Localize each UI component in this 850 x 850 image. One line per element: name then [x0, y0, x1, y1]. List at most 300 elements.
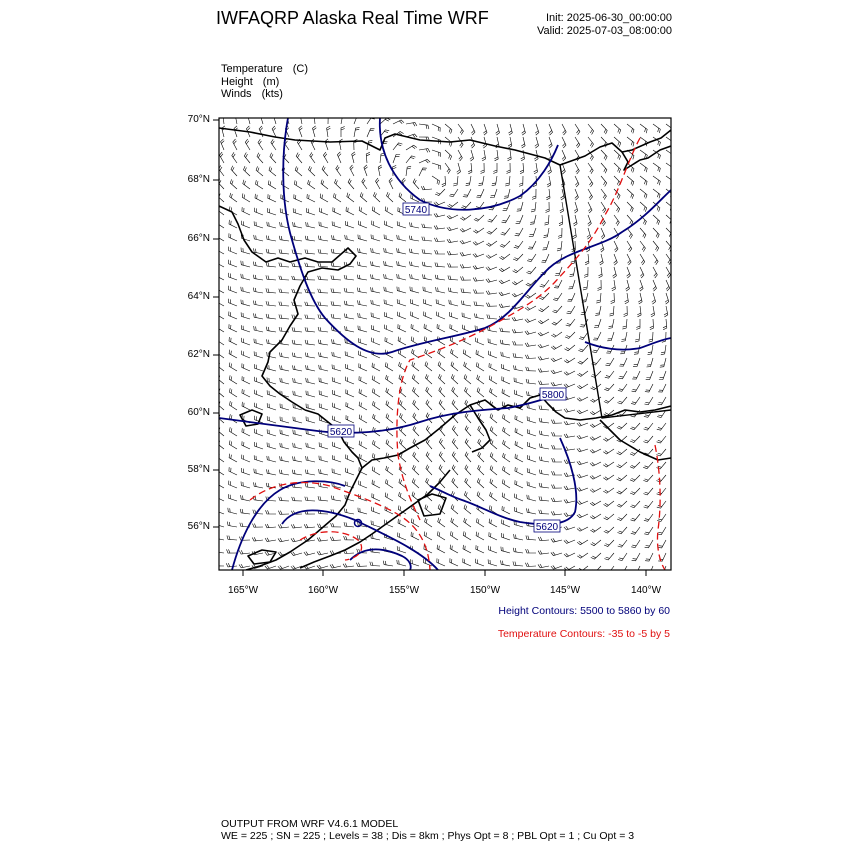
wind-barb — [217, 440, 224, 449]
wind-barb — [437, 312, 445, 319]
wind-barb — [253, 524, 264, 528]
wind-barb — [255, 377, 264, 384]
wind-barb — [244, 166, 251, 176]
wind-barb — [399, 400, 406, 410]
wind-barb — [502, 389, 510, 397]
wind-barb — [426, 452, 432, 462]
wind-barb — [551, 498, 562, 502]
wind-barb — [553, 293, 562, 301]
wind-barb — [605, 371, 614, 378]
wind-barb — [476, 350, 484, 358]
wind-barb — [333, 416, 341, 423]
wind-barb — [307, 194, 315, 202]
wind-barb — [445, 124, 452, 134]
wind-barb — [434, 202, 445, 206]
wind-barb — [621, 332, 627, 342]
wind-barb — [513, 341, 523, 345]
wind-barb — [268, 180, 276, 189]
wind-barb — [458, 150, 462, 161]
wind-barb — [538, 381, 549, 385]
wind-barb — [265, 538, 276, 542]
wind-barb — [293, 391, 302, 397]
wind-barb — [306, 391, 315, 397]
wind-barb — [241, 325, 250, 332]
wind-barb — [332, 221, 341, 228]
wind-barb — [256, 166, 263, 176]
wind-barb — [493, 163, 497, 174]
wind-barb — [517, 202, 523, 211]
wind-barb — [348, 179, 354, 189]
wind-barb — [372, 376, 380, 385]
wind-barb — [551, 382, 562, 386]
wind-barb — [239, 550, 250, 554]
wind-barb — [267, 208, 276, 215]
wind-barb — [386, 388, 393, 397]
wind-barb — [266, 249, 276, 254]
height-contour-west — [283, 118, 671, 354]
wind-barb — [573, 228, 577, 239]
wind-barb — [461, 276, 472, 280]
wind-barb — [241, 312, 250, 319]
wind-barb — [551, 345, 562, 349]
wind-barb — [496, 124, 500, 135]
wind-barb — [432, 124, 440, 132]
wind-barb — [551, 538, 562, 542]
wind-barb — [331, 496, 341, 501]
wind-barb — [319, 352, 329, 358]
wind-barb — [657, 514, 666, 521]
wind-barb — [280, 378, 289, 384]
wind-barb — [318, 276, 328, 280]
wind-barb — [526, 536, 536, 541]
wind-barb — [295, 166, 302, 176]
wind-barb — [588, 137, 594, 148]
wind-barb — [590, 475, 601, 479]
wind-barb — [603, 475, 614, 480]
wind-barb — [406, 156, 415, 163]
wind-barb — [271, 139, 276, 150]
wind-barb — [460, 228, 471, 232]
wind-barb — [458, 124, 463, 135]
wind-barb — [413, 387, 420, 397]
wind-barb — [526, 267, 536, 274]
wind-barb — [464, 362, 471, 371]
wind-barb — [385, 362, 393, 371]
wind-barb — [640, 124, 647, 133]
wind-barb — [526, 549, 536, 553]
wind-barb — [513, 254, 523, 261]
wind-barb — [601, 176, 607, 187]
wind-barb — [372, 493, 380, 501]
wind-barb — [371, 274, 381, 280]
wind-barb — [254, 313, 264, 319]
wind-barb — [666, 163, 673, 172]
wind-barb — [216, 285, 224, 293]
wind-barb — [266, 301, 276, 306]
wind-barb — [410, 559, 419, 566]
wind-barb — [445, 163, 450, 174]
wind-barb — [306, 378, 315, 384]
wind-barb — [345, 235, 354, 241]
wind-barb — [242, 207, 250, 215]
wind-barb — [442, 176, 446, 187]
wind-barb — [385, 337, 393, 345]
wind-barb — [519, 176, 523, 186]
wind-barb — [216, 480, 224, 488]
wind-barb — [434, 213, 445, 217]
wind-barb — [575, 137, 580, 148]
wind-barb — [227, 536, 237, 541]
wind-barb — [292, 353, 302, 358]
wind-barb — [413, 465, 420, 475]
wind-barb — [411, 312, 419, 320]
wind-barb — [500, 340, 510, 345]
wind-barb — [514, 390, 523, 397]
wind-barb — [604, 540, 614, 547]
wind-barb — [217, 375, 224, 385]
wind-barb — [539, 293, 549, 300]
wind-barb — [296, 153, 302, 163]
wind-barb — [558, 228, 562, 238]
field-winds: Winds (kts) — [221, 88, 283, 100]
wind-barb — [241, 468, 250, 475]
wind-barb — [489, 532, 497, 540]
wind-barb — [643, 488, 653, 495]
wind-barb — [384, 248, 393, 254]
wind-barb — [372, 206, 380, 215]
wind-barb — [398, 337, 406, 345]
wind-barb — [386, 401, 393, 410]
wind-barb — [279, 263, 289, 267]
wind-barb — [530, 215, 536, 224]
wind-barb — [445, 150, 452, 160]
wind-barb — [243, 180, 250, 189]
wind-barb — [320, 208, 328, 215]
wind-barb — [386, 414, 393, 424]
wind-barb — [216, 311, 224, 320]
wind-barb — [552, 471, 563, 475]
wind-barb — [460, 264, 471, 268]
wind-barb — [241, 261, 250, 267]
wind-barb — [393, 120, 404, 124]
wind-barb — [486, 279, 497, 283]
wind-barb — [579, 332, 588, 339]
wind-barb — [501, 228, 510, 235]
wind-barb — [626, 280, 630, 291]
wind-barb — [659, 371, 666, 380]
wind-barb — [539, 405, 549, 410]
wind-barb — [424, 324, 432, 332]
wind-barb — [410, 274, 419, 280]
wind-barb — [601, 163, 607, 173]
wind-barb — [509, 124, 513, 135]
wind-barb — [252, 537, 263, 541]
wind-barb — [631, 527, 640, 534]
wind-barb — [539, 306, 550, 312]
wind-barb — [503, 453, 510, 462]
wind-barb — [463, 545, 471, 553]
wind-barb — [229, 273, 238, 280]
wind-barb — [564, 358, 575, 363]
wind-barb — [450, 324, 458, 332]
wind-barb — [423, 274, 433, 280]
wind-barb — [661, 345, 666, 355]
wind-barb — [476, 189, 484, 197]
wind-barb — [412, 374, 419, 384]
wind-barb — [398, 533, 406, 541]
wind-barb — [551, 552, 562, 556]
wind-barb — [229, 350, 237, 358]
wind-barb — [547, 176, 551, 187]
wind-barb — [339, 139, 343, 150]
wind-barb — [267, 443, 276, 450]
wind-barb — [564, 409, 575, 413]
wind-barb — [528, 241, 536, 249]
wind-barb — [640, 254, 645, 265]
wind-barb — [310, 152, 315, 163]
wind-barb — [575, 124, 580, 135]
wind-barb — [598, 280, 602, 291]
wind-barb — [267, 352, 276, 358]
wind-barb — [374, 192, 381, 202]
wind-barb — [450, 531, 458, 540]
wind-barb — [397, 299, 406, 306]
wind-barb — [373, 401, 381, 410]
wind-barb — [664, 306, 668, 317]
wind-barb — [590, 436, 601, 440]
wind-barb — [386, 427, 393, 437]
wind-barb — [266, 262, 276, 267]
wind-barb — [646, 371, 653, 379]
wind-barb — [624, 306, 628, 317]
wind-barb — [501, 352, 510, 358]
wind-barb — [432, 150, 441, 157]
wind-barb — [656, 475, 666, 482]
wind-barb — [619, 371, 628, 379]
wind-barb — [489, 351, 497, 358]
wind-barb — [471, 124, 475, 135]
lon-label-140: 140°W — [630, 585, 662, 596]
wind-barb — [551, 511, 562, 515]
wind-barb — [473, 277, 484, 281]
wind-barb — [399, 193, 406, 202]
wind-barb — [419, 168, 427, 176]
wind-barb — [486, 267, 497, 271]
wind-barb — [357, 275, 367, 280]
wind-barb — [266, 314, 276, 319]
wind-barb — [465, 413, 471, 423]
wind-barb — [507, 163, 511, 174]
wind-barb — [465, 465, 471, 475]
wind-barb — [386, 440, 393, 450]
wind-barb — [513, 353, 523, 358]
wind-barb — [490, 492, 497, 501]
wind-barb — [613, 267, 617, 278]
wind-barb — [229, 375, 237, 384]
wind-barb — [666, 150, 673, 159]
wind-barb — [346, 415, 354, 423]
wind-barb — [280, 208, 289, 215]
wind-barb — [630, 475, 640, 481]
wind-barb — [627, 228, 632, 239]
wind-barb — [343, 564, 354, 568]
contour-labels — [328, 203, 566, 533]
wind-barb — [451, 518, 458, 527]
wind-barb — [644, 397, 653, 405]
wind-barb — [617, 397, 627, 404]
wind-barb — [617, 527, 627, 534]
wind-barb — [539, 431, 549, 436]
wind-barb — [577, 540, 588, 545]
wind-barb — [280, 456, 289, 462]
wind-barb — [631, 397, 640, 404]
lon-label-150: 150°W — [469, 585, 501, 596]
wind-barb — [501, 364, 510, 371]
model-version: OUTPUT FROM WRF V4.6.1 MODEL — [221, 818, 399, 830]
wind-barb — [657, 488, 666, 495]
wind-barb — [656, 462, 666, 469]
wind-barb — [645, 540, 653, 548]
map-title: IWFAQRP Alaska Real Time WRF — [216, 8, 489, 28]
wind-barb — [516, 215, 523, 223]
wind-barb — [481, 163, 485, 174]
wind-barb — [305, 249, 315, 254]
wind-barb — [527, 404, 536, 410]
wind-barb — [255, 208, 263, 215]
wind-barb — [514, 534, 523, 540]
wind-barb — [230, 179, 237, 189]
wind-barb — [419, 124, 429, 129]
wind-barb — [515, 428, 523, 436]
wind-barb — [254, 455, 263, 462]
init-time: Init: 2025-06-30_00:00:00 — [546, 12, 672, 24]
wind-barb — [577, 461, 588, 465]
wind-barb — [590, 501, 601, 506]
wind-barb — [230, 193, 237, 202]
wind-barb — [359, 351, 367, 358]
wind-barb — [372, 467, 380, 476]
wind-barb — [293, 443, 302, 449]
wind-barb — [457, 163, 461, 174]
wind-barb — [515, 441, 523, 449]
wind-barb — [448, 263, 459, 267]
wind-barb — [590, 423, 601, 427]
wind-barb — [640, 176, 647, 185]
wind-barb — [515, 494, 523, 501]
wind-barb — [617, 449, 627, 455]
wind-barb — [577, 553, 588, 558]
wind-barb — [660, 358, 666, 367]
wind-barb — [437, 324, 445, 332]
wind-barb — [636, 319, 640, 330]
wind-barb — [371, 534, 380, 540]
wind-barb — [216, 507, 224, 514]
wind-barb — [319, 390, 328, 397]
wind-barb — [242, 441, 250, 449]
wind-barb — [439, 439, 445, 450]
wind-barb — [217, 192, 224, 202]
wind-barb — [447, 251, 458, 255]
wind-barb — [578, 566, 589, 572]
wind-barb — [267, 456, 276, 462]
wind-barb — [464, 374, 471, 384]
wind-barb — [488, 339, 497, 346]
wind-barb — [359, 376, 367, 384]
wind-barb — [337, 152, 341, 163]
wind-barb — [658, 397, 666, 405]
wind-barb — [562, 124, 566, 135]
wind-barb — [577, 474, 588, 478]
wind-barb — [505, 176, 510, 186]
wind-barb — [359, 441, 367, 449]
wind-barb — [578, 358, 588, 364]
wind-barb — [514, 378, 523, 384]
wind-barb — [656, 449, 666, 456]
wind-barb — [319, 469, 328, 475]
wind-barb — [306, 456, 315, 462]
wind-barb — [279, 289, 289, 293]
wind-barb — [540, 280, 549, 287]
wind-barb — [383, 561, 393, 566]
wind-barb — [522, 124, 526, 135]
wind-barb — [367, 129, 375, 137]
wind-barb — [500, 241, 510, 247]
wind-barb — [344, 301, 354, 306]
wind-barb — [618, 540, 627, 547]
wind-barb — [372, 507, 381, 514]
wind-barb — [409, 236, 419, 241]
wind-barb — [358, 494, 367, 501]
wind-barb — [630, 449, 640, 455]
wind-barb — [450, 545, 458, 553]
wind-barb — [588, 202, 592, 213]
wind-barb — [217, 426, 224, 436]
wind-barb — [640, 267, 644, 278]
wind-barb — [627, 124, 634, 133]
wind-barb — [278, 524, 289, 528]
wind-barb — [229, 299, 237, 306]
wind-barb — [305, 302, 315, 306]
wind-barb — [478, 176, 484, 186]
height-contour-low-inner — [350, 549, 411, 570]
wind-barb — [419, 159, 430, 163]
wind-barb — [345, 364, 354, 371]
wind-barb — [378, 165, 382, 176]
wind-barb — [387, 192, 394, 202]
wind-barb — [318, 340, 328, 345]
wind-barb — [294, 194, 302, 202]
wind-barb — [234, 126, 238, 137]
wind-barb — [372, 453, 380, 462]
wind-barb — [501, 547, 510, 553]
wind-barb — [331, 523, 341, 527]
wind-barb — [551, 358, 562, 362]
wind-barb — [227, 549, 238, 553]
wind-barb — [539, 483, 549, 488]
wind-barb — [239, 537, 250, 541]
wind-barb — [434, 225, 445, 229]
wind-barb — [555, 267, 562, 276]
wind-barb — [448, 202, 459, 208]
wind-barb — [435, 263, 445, 268]
wind-barb — [577, 514, 588, 518]
wind-barb — [306, 404, 315, 410]
wind-barb — [490, 439, 497, 449]
wind-barb — [397, 235, 406, 241]
wind-barb — [370, 562, 380, 566]
wind-barb — [474, 313, 484, 319]
wind-barb — [360, 192, 367, 202]
